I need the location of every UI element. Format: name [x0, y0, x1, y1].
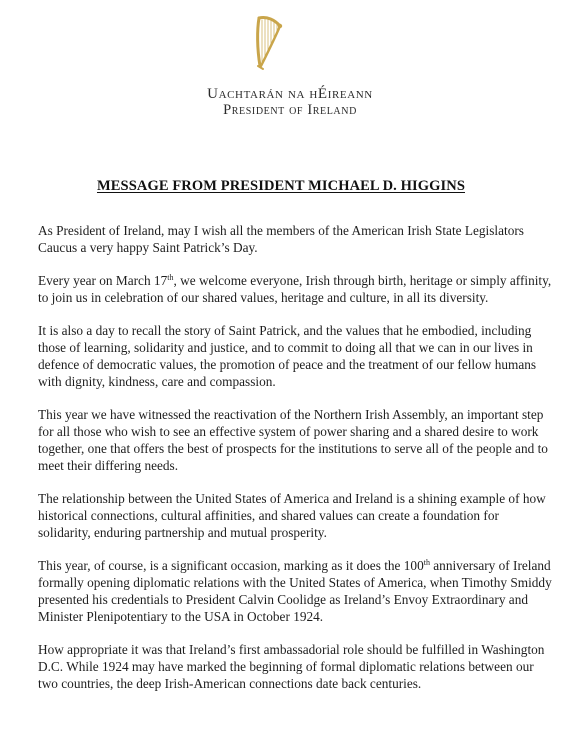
- paragraph-3: It is also a day to recall the story of Saint Patrick, and the values that he embodied, including those of learning, solidarity and justice, and to commit to doing all that we can in our lives in defence of democratic values, the promotion of peace and the treatment of our fellow humans with dignity, kindness, care and compassion.: [38, 323, 537, 389]
- message-title: MESSAGE FROM PRESIDENT MICHAEL D. HIGGINS: [96, 178, 465, 194]
- paragraph-6: [38, 557, 552, 625]
- paragraph-6-end: anniversary of Ireland formally opening diplomatic relations with the United States of America, when Timothy Smiddy presented his credentials to President Calvin Coolidge as Ireland’s Envoy Extraordinary and Minister Plenipotentiary to the USA in October 1924.: [38, 558, 552, 624]
- ordinal-suffix: th: [423, 558, 430, 567]
- office-title-irish: Uachtarán na hÉireann: [207, 86, 373, 102]
- paragraph-6-start: This year, of course, is a significant occasion, marking as it does the 100: [38, 558, 424, 573]
- paragraph-5: The relationship between the United States of America and Ireland is a shining example of how historical connections, cultural affinities, and shared values can create a foundation for solidarity, enduring partnership and mutual prosperity.: [38, 491, 546, 540]
- paragraph-7: How appropriate it was that Ireland’s first ambassadorial role should be fulfilled in Washington D.C. While 1924 may have marked the beginning of formal diplomatic relations between our two countries, the deep Irish-American connections date back centuries.: [38, 642, 545, 691]
- message-body: [38, 222, 552, 692]
- paragraph-4: This year we have witnessed the reactivation of the Northern Irish Assembly, an important step for all those who wish to see an effective system of power sharing and a shared desire to work together, one that offers the best of prospects for the institutions to serve all of the people and to meet their differing needs.: [38, 407, 548, 473]
- paragraph-1: As President of Ireland, may I wish all the members of the American Irish State Legislators Caucus a very happy Saint Patrick’s Day.: [38, 223, 524, 255]
- paragraph-2: [38, 272, 552, 306]
- harp-icon: [253, 14, 285, 72]
- paragraph-2-start: Every year on March 17: [38, 273, 168, 288]
- ordinal-suffix: th: [167, 273, 174, 282]
- paragraph-2-end: , we welcome everyone, Irish through birth, heritage or simply affinity, to join us in celebration of our shared values, heritage and culture, in all its diversity.: [38, 273, 552, 305]
- office-title-english: President of Ireland: [223, 102, 357, 118]
